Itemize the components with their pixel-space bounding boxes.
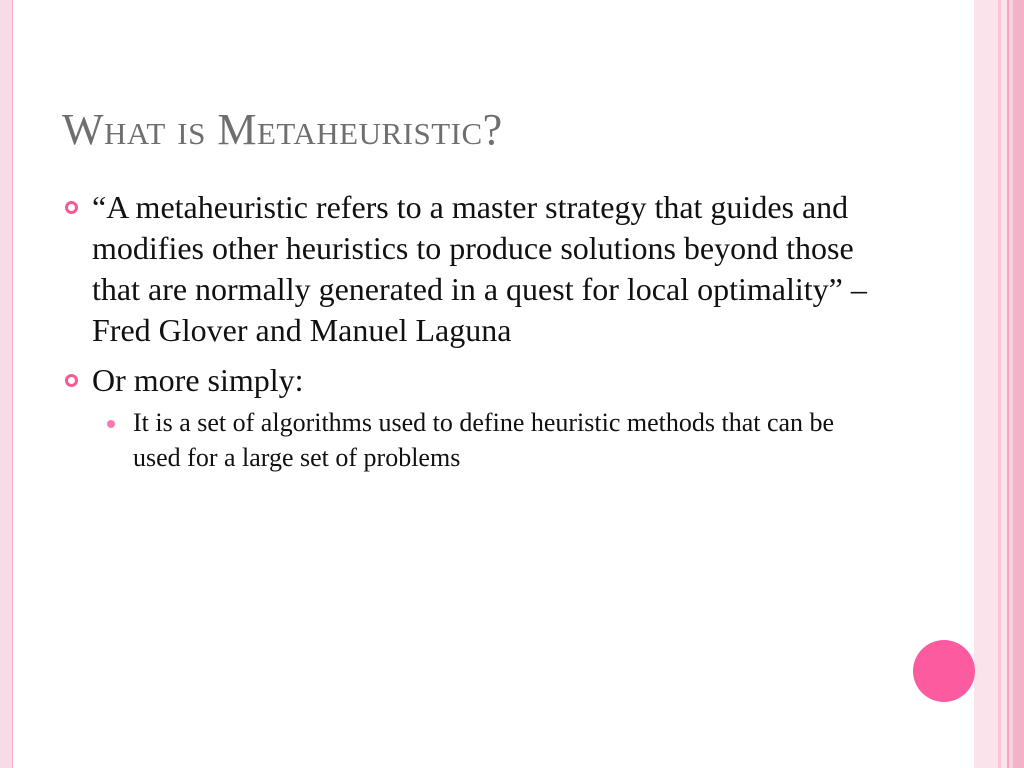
bullet-item-definition [62,187,872,351]
bullet-text: Or more simply: [92,362,304,398]
bullet-text: “A metaheuristic refers to a master strategy that guides and modifies other heuristics to produce solutions beyond those that are normally generated in a quest for local optimality” – Fred Glover and Manuel Laguna [92,189,867,348]
sub-bullet-item [104,405,872,475]
stripe [1013,0,1024,768]
left-border-decoration [0,0,13,768]
bullet-item-simply [62,360,872,401]
slide-title: What is Metaheuristic? [62,105,503,154]
ring-bullet-icon [65,374,78,387]
dot-bullet-icon [107,420,115,428]
right-stripes-decoration [974,0,1024,768]
ring-bullet-icon [65,201,78,214]
bullet-list [62,187,872,475]
sub-bullet-text: It is a set of algorithms used to define heuristic methods that can be used for a large set of problems [133,408,835,472]
stripe [974,0,998,768]
pink-circle-decoration [913,640,975,702]
